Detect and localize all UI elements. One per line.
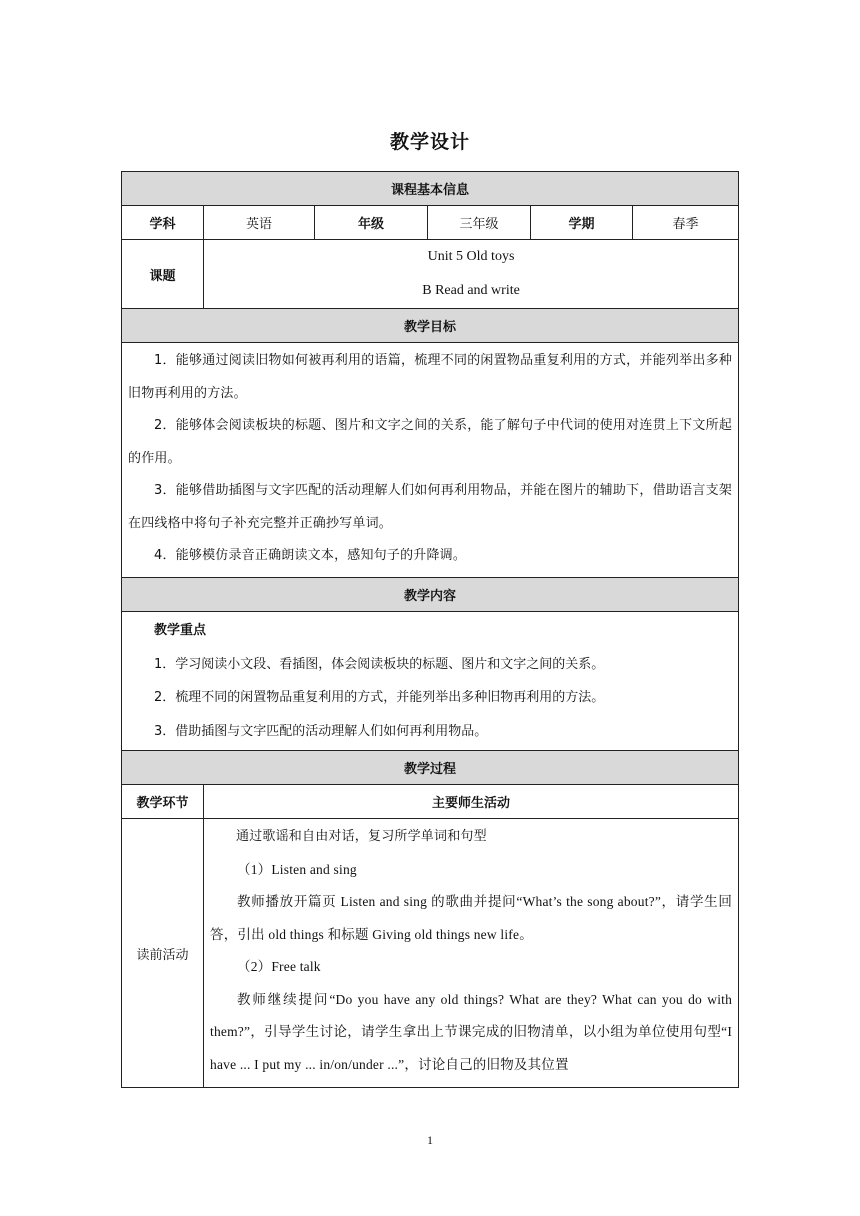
- objectives-body: [122, 343, 739, 578]
- activity-column-header: 主要师生活动: [204, 785, 739, 819]
- process-header: 教学过程: [122, 751, 739, 785]
- topic-line-2: B Read and write: [422, 283, 520, 298]
- activity-paragraph: 教师继续提问“Do you have any old things? What are they? What can you do with them?”，引导学生讨论，请学生拿出上节课完成的旧物清单，以小组为单位使用句型“I have ... I put my ... in/on/under ...”，讨论自己的旧物及其位置: [210, 991, 733, 1072]
- stage-name: 读前活动: [122, 819, 204, 1088]
- term-value: 春季: [633, 206, 739, 240]
- activity-paragraph: 通过歌谣和自由对话，复习所学单词和句型: [236, 829, 487, 844]
- document-title: 教学设计: [389, 131, 470, 153]
- subject-label: 学科: [122, 206, 204, 240]
- content-item: 2．梳理不同的闲置物品重复利用的方式，并能列举出多种旧物再利用的方法。: [154, 690, 605, 705]
- activity-paragraph: 教师播放开篇页 Listen and sing 的歌曲并提问“What’s the song about?”，请学生回答，引出 old things 和标题 Giving old things new life。: [210, 894, 733, 942]
- topic-line-1: Unit 5 Old toys: [427, 249, 515, 264]
- content-item: 1．学习阅读小文段、看插图，体会阅读板块的标题、图片和文字之间的关系。: [154, 656, 605, 672]
- term-label: 学期: [531, 206, 633, 240]
- topic-value: [204, 240, 739, 309]
- objective-item: 2．能够体会阅读板块的标题、图片和文字之间的关系，能了解句子中代词的使用对连贯上下文所起的作用。: [128, 418, 733, 466]
- focus-title: 教学重点: [154, 623, 207, 638]
- page-number: 1: [427, 1133, 433, 1147]
- subject-value: 英语: [204, 206, 315, 240]
- objective-item: 4．能够模仿录音正确朗读文本，感知句子的升降调。: [154, 548, 467, 563]
- activity-paragraph: （1）Listen and sing: [237, 861, 357, 877]
- objectives-header: 教学目标: [122, 309, 739, 343]
- objective-item: 1．能够通过阅读旧物如何被再利用的语篇，梳理不同的闲置物品重复利用的方式，并能列举出多种旧物再利用的方法。: [128, 353, 733, 401]
- activity-body: [204, 819, 739, 1088]
- stage-column-header: 教学环节: [122, 785, 204, 819]
- content-body: [122, 612, 739, 751]
- content-header: 教学内容: [122, 578, 739, 612]
- content-item: 3．借助插图与文字匹配的活动理解人们如何再利用物品。: [154, 723, 488, 739]
- topic-label: 课题: [122, 240, 204, 309]
- basic-info-header: 课程基本信息: [122, 172, 739, 206]
- grade-value: 三年级: [428, 206, 531, 240]
- activity-paragraph: （2）Free talk: [237, 959, 321, 974]
- lesson-plan-table: [121, 171, 739, 1088]
- objective-item: 3．能够借助插图与文字匹配的活动理解人们如何再利用物品，并能在图片的辅助下，借助语言支架在四线格中将句子补充完整并正确抄写单词。: [128, 483, 733, 531]
- grade-label: 年级: [315, 206, 428, 240]
